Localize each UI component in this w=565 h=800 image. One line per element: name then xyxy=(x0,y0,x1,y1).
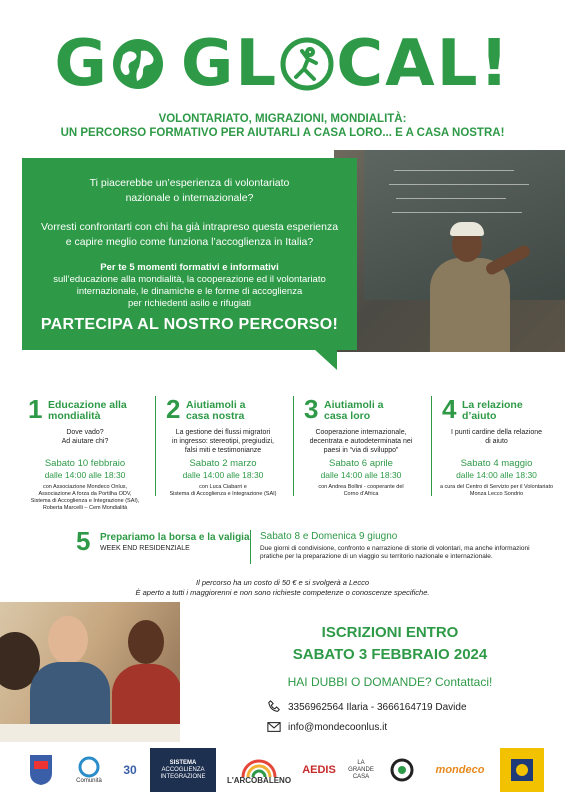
intro-description: Per te 5 momenti formativi e informativi sull’educazione alla mondialità, la cooperazione ed il volontariato internazionale, le dinamiche e le forme di accoglienza per richiedenti asilo e rifugiati xyxy=(53,262,326,309)
logo-comunita: Comunità xyxy=(70,748,108,792)
logo-mondeco: mondeco xyxy=(435,763,485,776)
step-date: Sabato 10 febbraio xyxy=(44,458,126,469)
divider xyxy=(431,396,432,496)
step-title: Educazione alla mondialità xyxy=(48,399,127,422)
logo-municipality xyxy=(22,748,60,792)
step-2 xyxy=(160,396,286,514)
portilha-logo-icon xyxy=(507,755,537,785)
phone-a[interactable]: 3356962564 xyxy=(288,701,344,713)
step-speakers: con Andrea Bollini - cooperante del Corno d’Africa xyxy=(318,484,404,497)
intro-question-1: Ti piacerebbe un’esperienza di volontariato nazionale o internazionale? xyxy=(89,177,290,204)
crest-icon xyxy=(28,753,54,787)
step-number: 1 xyxy=(28,394,43,424)
divider xyxy=(155,396,156,496)
divider xyxy=(250,530,251,564)
go-glocal-logo xyxy=(0,28,565,100)
step-date: Sabato 4 maggio xyxy=(460,458,533,469)
step-time: dalle 14:00 alle 18:30 xyxy=(44,470,126,480)
cost-info: Il percorso ha un costo di 50 € e si svolgerà a Lecco È aperto a tutti i maggiorenni e non sono richieste competenze o conoscenze specifiche. xyxy=(135,578,430,597)
step-time: dalle 14:00 alle 18:30 xyxy=(456,470,537,480)
rainbow-icon xyxy=(239,757,279,777)
intro-box xyxy=(22,158,357,350)
contact-prompt: HAI DUBBI O DOMANDE? Contattaci! xyxy=(287,675,493,689)
email-icon xyxy=(266,720,282,734)
classroom-photo xyxy=(334,150,565,352)
step-date: Sabato 2 marzo xyxy=(189,458,257,469)
step-date: Sabato 6 aprile xyxy=(329,458,393,469)
contact-name-b: Davide xyxy=(435,701,467,713)
logo-30: 30 xyxy=(123,762,137,777)
speech-bubble-tail xyxy=(313,348,337,370)
step-5 xyxy=(76,528,556,572)
call-to-action: PARTECIPA AL NOSTRO PERCORSO! xyxy=(40,316,339,333)
subtitle-line1: VOLONTARIATO, MIGRAZIONI, MONDIALITÀ: xyxy=(158,113,407,125)
comunita-logo-icon xyxy=(78,756,100,778)
intro-question-2: Vorresti confrontarti con chi ha già intrapreso questa esperienza e capire meglio come funziona l’accoglienza in Italia? xyxy=(40,221,339,248)
step-3 xyxy=(298,396,424,514)
step-number: 4 xyxy=(442,394,457,424)
running-figure-globe-icon xyxy=(280,37,334,91)
step-time: dalle 14:00 alle 18:30 xyxy=(320,470,402,480)
globe-icon xyxy=(111,37,165,91)
step-subtitle: WEEK END RESIDENZIALE xyxy=(100,545,190,552)
logo-text-cal: CAL! xyxy=(336,27,511,101)
subtitle-line2: UN PERCORSO FORMATIVO PER AIUTARLI A CASA LORO... E A CASA NOSTRA! xyxy=(60,127,505,139)
step-description: Dove vado? Ad aiutare chi? xyxy=(61,429,109,445)
email-link[interactable]: info@mondecoonlus.it xyxy=(288,721,388,733)
step-description: Cooperazione internazionale, decentrata e autodeterminata nei paesi in “via di sviluppo” xyxy=(309,429,413,454)
signup-deadline: ISCRIZIONI ENTRO SABATO 3 FEBBRAIO 2024 xyxy=(292,624,488,663)
contact-name-a: Ilaria xyxy=(346,701,369,713)
step-speakers: con Associazione Mondeco Onlus, Associazione A forza da Portilha ODV, Sistema di Accoglienza e Integrazione (SAI), Roberta Marcelli – Cem Mondialità xyxy=(30,484,140,511)
step-title: Aiutiamoli a casa loro xyxy=(324,399,384,422)
step-number: 5 xyxy=(76,526,91,556)
step-title: Prepariamo la borsa e la valigia xyxy=(100,532,250,543)
step-description: Due giorni di condivisione, confronto e narrazione di storie di volontari, ma anche informazioni pratiche per la preparazione di un viaggio su territorio nazionale e internazionale. xyxy=(260,545,530,560)
phone-b[interactable]: 3666164719 xyxy=(376,701,433,713)
email-contact xyxy=(266,720,387,734)
step-speakers: con Luca Ciabarri e Sistema di Accoglienza e Integrazione (SAI) xyxy=(169,484,277,497)
step-4 xyxy=(436,396,557,514)
step-title: La relazione d’aiuto xyxy=(462,399,523,422)
group-photo xyxy=(0,602,180,742)
step-number: 3 xyxy=(304,394,319,424)
step-time: dalle 14:00 alle 18:30 xyxy=(182,470,264,480)
logo-la-grande-casa: LA GRANDE CASA xyxy=(348,759,374,780)
step-date: Sabato 8 e Domenica 9 giugno xyxy=(260,531,398,542)
subtitle xyxy=(0,112,565,140)
logo-text-gl: GL xyxy=(180,27,279,101)
step-description: La gestione dei flussi migratori in ingresso: stereotipi, pregiudizi, falsi miti e testimonianze xyxy=(172,429,274,454)
step-title: Aiutiamoli a casa nostra xyxy=(186,399,246,422)
csv-logo-icon xyxy=(389,757,415,783)
logo-csv xyxy=(384,748,420,792)
step-number: 2 xyxy=(166,394,181,424)
step-1 xyxy=(22,396,148,514)
divider xyxy=(293,396,294,496)
phone-icon xyxy=(266,700,282,714)
step-speakers: a cura del Centro di Servizio per il Volontariato Monza Lecco Sondrio xyxy=(439,484,554,497)
phone-contacts: 3356962564 Ilaria - 3666164719 Davide xyxy=(266,700,467,714)
steps-row xyxy=(22,396,557,514)
partner-logos xyxy=(0,748,565,796)
logo-portilha xyxy=(500,748,544,792)
logo-text-g: G xyxy=(54,27,109,101)
logo-aedis: AEDIS xyxy=(302,763,336,776)
logo-arcobaleno: L'ARCOBALENO xyxy=(222,748,296,792)
step-description: I punti cardine della relazione di aiuto xyxy=(450,429,543,445)
logo-sai: SISTEMA ACCOGLIENZA INTEGRAZIONE xyxy=(150,748,216,792)
